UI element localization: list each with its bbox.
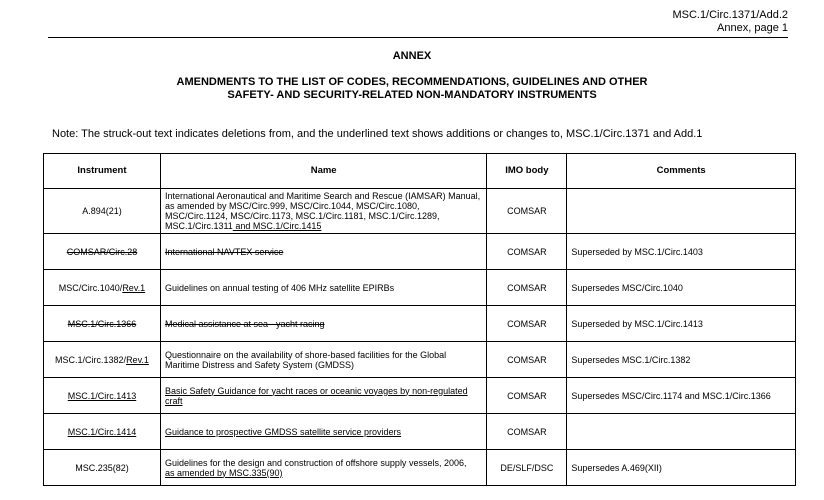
instrument-cell: MSC.235(82) (44, 450, 161, 486)
name-cell (160, 306, 486, 342)
name-cell (160, 414, 486, 450)
table-row (44, 450, 796, 486)
instrument-cell (44, 306, 161, 342)
table-row (44, 378, 796, 414)
comments-cell (567, 414, 796, 450)
document-header-reference (672, 9, 788, 35)
table-row (44, 234, 796, 270)
title-line-1: AMENDMENTS TO THE LIST OF CODES, RECOMMENDATIONS, GUIDELINES AND OTHER (176, 76, 648, 88)
annex-heading: ANNEX (392, 50, 432, 62)
table-row (44, 342, 796, 378)
instrument-cell (44, 414, 161, 450)
imo-body-cell: DE/SLF/DSC (487, 450, 567, 486)
instrument-text: MSC.1/Circ.1382/ (55, 354, 127, 365)
table-row (44, 414, 796, 450)
header-instrument: Instrument (44, 154, 161, 189)
reference-number: MSC.1/Circ.1371/Add.2 (672, 9, 788, 21)
comments-cell: Supersedes MSC/Circ.1174 and MSC.1/Circ.1366 (567, 378, 796, 414)
imo-body-cell: COMSAR (487, 270, 567, 306)
title-line-2: SAFETY- AND SECURITY-RELATED NON-MANDATORY INSTRUMENTS (227, 89, 597, 101)
instrument-deleted-text: MSC.1/Circ.1366 (67, 318, 137, 329)
instrument-added-text: Rev.1 (122, 282, 146, 293)
name-deleted-text: International NAVTEX service (164, 246, 284, 257)
name-text: International Aeronautical and Maritime Search and Rescue (IAMSAR) Manual, as amended by MSC/Circ.999, MSC/Circ.1044, MSC/Circ.1080, MSC/Circ.1124, MSC/Circ.1173, MSC.1/Circ.1181, MSC.1/Circ.1289, MSC.1/Circ.1311 (164, 191, 481, 231)
imo-body-cell: COMSAR (487, 414, 567, 450)
instrument-cell: A.894(21) (44, 189, 161, 234)
note-text: Note: The struck-out text indicates deletions from, and the underlined text shows additions or changes to, MSC.1/Circ.1371 and Add.1 (52, 128, 703, 140)
comments-cell: Superseded by MSC.1/Circ.1403 (567, 234, 796, 270)
name-added-text: Guidance to prospective GMDSS satellite service providers (164, 426, 402, 437)
header-comments: Comments (567, 154, 796, 189)
table-row (44, 306, 796, 342)
name-added-text: and MSC.1/Circ.1415 (232, 221, 322, 231)
table-row (44, 270, 796, 306)
instrument-added-text: MSC.1/Circ.1414 (67, 426, 137, 437)
header-name: Name (160, 154, 486, 189)
instrument-deleted-text: COMSAR/Circ.28 (66, 246, 138, 257)
imo-body-cell: COMSAR (487, 342, 567, 378)
name-cell: Questionnaire on the availability of shore-based facilities for the Global Maritime Distress and Safety System (GMDSS) (160, 342, 486, 378)
table-row (44, 189, 796, 234)
instrument-cell (44, 342, 161, 378)
document-title (0, 76, 824, 102)
instrument-text: MSC/Circ.1040/ (58, 282, 123, 293)
instrument-added-text: MSC.1/Circ.1413 (67, 390, 137, 401)
page-indicator: Annex, page 1 (717, 22, 788, 34)
comments-cell: Superseded by MSC.1/Circ.1413 (567, 306, 796, 342)
comments-cell (567, 189, 796, 234)
imo-body-cell: COMSAR (487, 234, 567, 270)
instrument-cell (44, 270, 161, 306)
name-cell (160, 378, 486, 414)
comments-cell: Supersedes MSC.1/Circ.1382 (567, 342, 796, 378)
name-cell (160, 450, 486, 486)
instrument-added-text: Rev.1 (126, 354, 149, 365)
imo-body-cell: COMSAR (487, 306, 567, 342)
comments-cell: Supersedes MSC/Circ.1040 (567, 270, 796, 306)
comments-cell: Supersedes A.469(XII) (567, 450, 796, 486)
header-divider (48, 37, 788, 38)
name-cell (160, 189, 486, 234)
instruments-table (43, 153, 796, 486)
table-header-row (44, 154, 796, 189)
name-added-text: Basic Safety Guidance for yacht races or oceanic voyages by non-regulated craft (164, 385, 468, 406)
instrument-cell (44, 234, 161, 270)
name-cell: Guidelines on annual testing of 406 MHz satellite EPIRBs (160, 270, 486, 306)
imo-body-cell: COMSAR (487, 189, 567, 234)
name-added-text: as amended by MSC.335(90) (164, 467, 283, 478)
header-imo-body: IMO body (487, 154, 567, 189)
name-cell (160, 234, 486, 270)
instrument-cell (44, 378, 161, 414)
name-text: Guidelines for the design and construction of offshore supply vessels, 2006, (164, 457, 467, 468)
imo-body-cell: COMSAR (487, 378, 567, 414)
name-deleted-text: Medical assistance at sea - yacht racing (164, 318, 325, 329)
